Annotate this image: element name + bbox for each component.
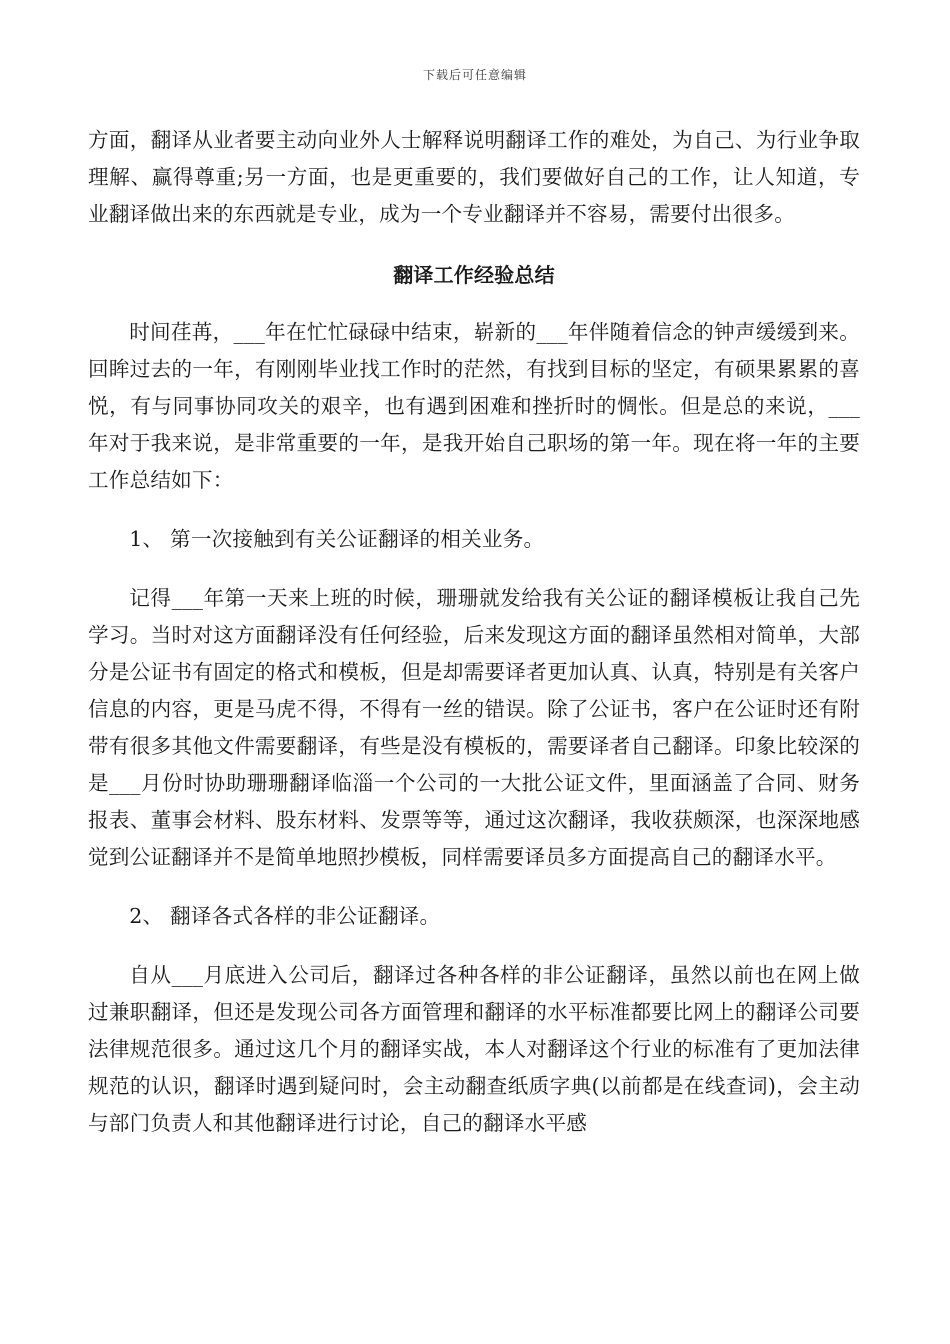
paragraph-intro: 时间荏苒，___年在忙忙碌碌中结束，崭新的___年伴随着信念的钟声缓缓到来。回眸过去的一年，有刚刚毕业找工作时的茫然，有找到目标的坚定，有硕果累累的喜悦，有与同事协同攻关的艰辛，也有遇到困难和挫折时的惆怅。但是总的来说，___年对于我来说，是非常重要的一年，是我开始自己职场的第一年。现在将一年的主要工作总结如下： [88,320,860,492]
list-item-1: 1、 第一次接触到有关公证翻译的相关业务。 [129,527,545,551]
page-header: 下载后可任意编辑 [422,68,527,82]
paragraph-non-notary: 自从___月底进入公司后，翻译过各种各样的非公证翻译，虽然以前也在网上做过兼职翻译，但还是发现公司各方面管理和翻译的水平标准都要比网上的翻译公司要法律规范很多。通过这几个月的翻译实战，本人对翻译这个行业的标准有了更加法律规范的认识，翻译时遇到疑问时，会主动翻查纸质字典(以前都是在线查词)，会主动与部门负责人和其他翻译进行讨论，自己的翻译水平感 [88,963,860,1135]
paragraph-notary: 记得___年第一天来上班的时候，珊珊就发给我有关公证的翻译模板让我自己先学习。当时对这方面翻译没有任何经验，后来发现这方面的翻译虽然相对简单，大部分是公证书有固定的格式和模板，但是却需要译者更加认真、认真，特别是有关客户信息的内容，更是马虎不得，不得有一丝的错误。除了公证书，客户在公证时还有附带有很多其他文件需要翻译，有些是没有模板的，需要译者自己翻译。印象比较深的是___月份时协助珊珊翻译临淄一个公司的一大批公证文件，里面涵盖了合同、财务报表、董事会材料、股东材料、发票等等，通过这次翻译，我收获颇深，也深深地感觉到公证翻译并不是简单地照抄模板，同样需要译员多方面提高自己的翻译水平。 [88,586,860,869]
paragraph-continuation: 方面，翻译从业者要主动向业外人士解释说明翻译工作的难处，为自己、为行业争取理解、赢得尊重;另一方面，也是更重要的，我们要做好自己的工作，让人知道，专业翻译做出来的东西就是专业，成为一个专业翻译并不容易，需要付出很多。 [88,128,860,226]
section-title: 翻译工作经验总结 [393,263,555,287]
list-item-2: 2、 翻译各式各样的非公证翻译。 [129,904,441,928]
document-body [88,122,860,1142]
